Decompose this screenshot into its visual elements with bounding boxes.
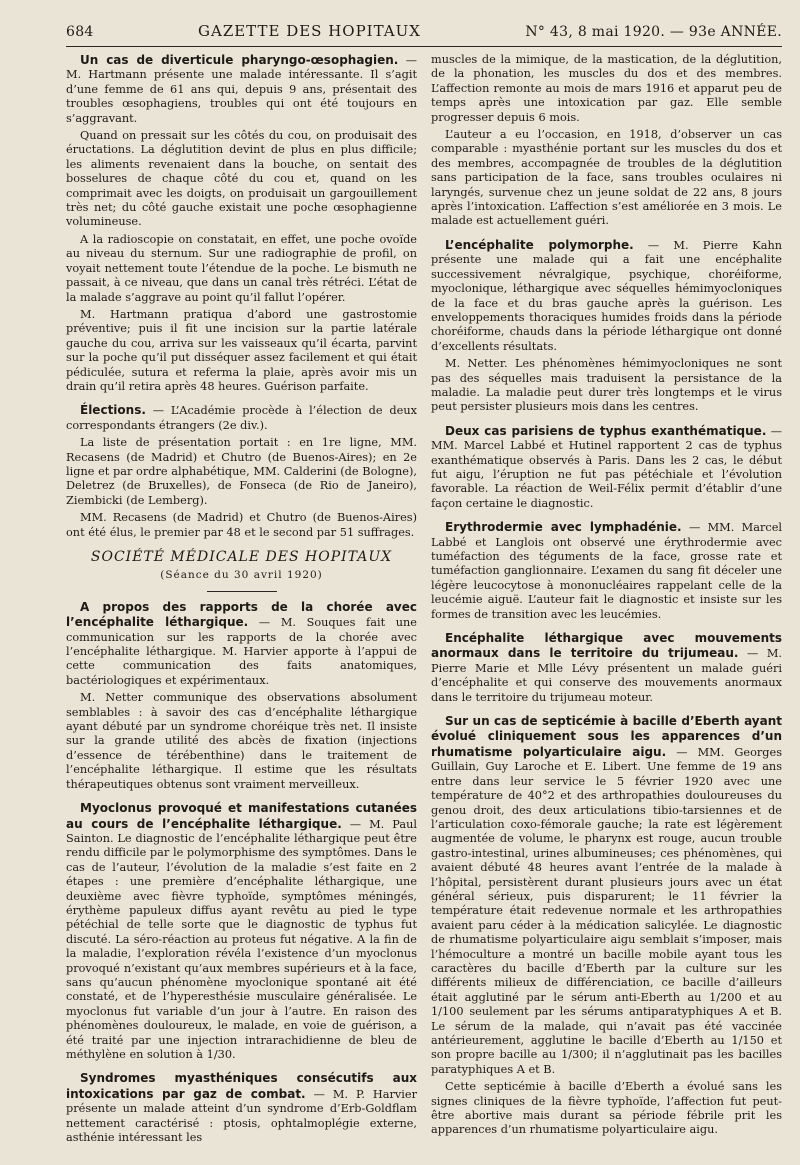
paragraph: La liste de présentation portait : en 1re ligne, MM. Recasens (de Madrid) et Chutro (de Buenos-Aires); en 2e ligne et par ordre alphabétique, MM. Calderini (de Bologne), Deletrez (de Bruxelles), de Fonseca (de Rio de Janeiro), Ziembicki (de Lemberg). <box>66 436 417 507</box>
paragraph: M. Netter. Les phénomènes hémimyocloniques ne sont pas des séquelles mais traduisent la persistance de la maladie. La maladie peut durer très longtemps et le virus peut persister plusieurs mois dans les centres. <box>431 357 782 414</box>
page-number: 684 <box>66 24 94 40</box>
journal-title: GAZETTE DES HOPITAUX <box>198 22 421 40</box>
paragraph: M. Netter communique des observations absolument semblables : à savoir des cas d’encéphalite léthargique ayant débuté par un syndrome choréique très net. Il insiste sur la grande utilité des abcès de fixation (injections d’essence de térébenthine) dans le traitement de l’encéphalite léthargique. Il estime que les résultats thérapeutiques obtenus sont vraiment merveilleux. <box>66 691 417 791</box>
header-rule <box>66 46 782 47</box>
article-title: L’encéphalite polymorphe. <box>445 237 634 252</box>
article-myoclonus: Myoclonus provoqué et manifestations cutanées au cours de l’encéphalite léthargique. — M. Paul Sainton. Le diagnostic de l’encéphalite léthargique peut être rendu difficile par le polymorphisme des symptômes. Dans le cas de l’auteur, l’évolution de la maladie s’est faite en 2 étapes : une première d’encéphalite léthargique, une deuxième avec fièvre typhoïde, symptômes méningés, érythème papuleux diffus ayant revêtu au pied le type pétéchial de telle sorte que le diagnostic de typhus fut discuté. La séro-réaction au proteus fut négative. A la fin de la maladie, l’exploration révéla l’existence d’un myoclonus provoqué n’existant qu’aux membres supérieurs et à la face, sans qu’aucun phénomène myoclonique spontané ait été constaté, et de l’hyperesthésie musculaire généralisée. Le myoclonus fut variable d’un jour à l’autre. En raison des phénomènes douloureux, le malade, en voie de guérison, a été traité par une injection intrarachidienne de bleu de méthylène en solution à 1/30. <box>66 801 417 1061</box>
article-title: A propos des rapports de la chorée avec l’encéphalite léthargique. <box>66 599 417 630</box>
paragraph: M. Hartmann pratiqua d’abord une gastrostomie préventive; puis il fit une incision sur la partie latérale gauche du cou, arriva sur les vaisseaux qu’il écarta, parvint sur la poche qu’il put disséquer assez facilement et qui était pédiculée, sutura et referma la plaie, après avoir mis un drain qu’il retira après 48 heures. Guérison parfaite. <box>66 307 417 393</box>
page-header <box>66 22 782 40</box>
article-elections: Élections. — L’Académie procède à l’élection de deux correspondants étrangers (2e div.). <box>66 403 417 432</box>
paragraph: muscles de la mimique, de la mastication, de la déglutition, de la phonation, les muscles du dos et des membres. L’affection remonte au mois de mars 1916 et apparut peu de temps après une intoxication par gaz. Elle semble progresser depuis 6 mois. <box>431 53 782 124</box>
paragraph: A la radioscopie on constatait, en effet, une poche ovoïde au niveau du sternum. Sur une radiographie de profil, on voyait nettement toute l’étendue de la poche. Le bismuth ne passait, à ce niveau, que dans un canal très rétréci. L’état de la malade s’aggrave au point qu’il fallut l’opérer. <box>66 232 417 304</box>
session-date: (Séance du 30 avril 1920) <box>160 569 323 582</box>
paragraph: Quand on pressait sur les côtés du cou, on produisait des éructations. La déglutition devint de plus en plus difficile; les aliments revenaient dans la bouche, on sentait des bosselures de chaque côté du cou et, quand on les comprimait avec les doigts, on produisait un gargouillement très net; du côté gauche existait une poche œsophagienne volumineuse. <box>66 129 417 229</box>
article-title: Sur un cas de septicémie à bacille d’Eberth ayant évolué cliniquement sous les apparences d’un rhumatisme polyarticulaire aigu. <box>431 714 782 759</box>
article-encephalite-polymorphe: L’encéphalite polymorphe. — M. Pierre Kahn présente une malade qui a fait une encéphalite successivement névralgique, psychique, choréiforme, myoclonique, léthargique avec séquelles hémimyocloniques de la face et du bras gauche après la guérison. Les enveloppements thoraciques humides froids dans la période choréiforme, chauds dans la période léthargique ont donné d’excellents résultats. <box>431 237 783 353</box>
section-rule <box>207 591 277 592</box>
issue-info: N° 43, 8 mai 1920. — 93e ANNÉE. <box>525 24 782 40</box>
paragraph: MM. Recasens (de Madrid) et Chutro (de Buenos-Aires) ont été élus, le premier par 48 et le second par 51 suffrages. <box>66 511 417 539</box>
article-myasthenie: Syndromes myasthéniques consécutifs aux intoxications par gaz de combat. — M. P. Harvier présente un malade atteint d’un syndrome d’Erb-Goldflam nettement caractérisé : ptosis, ophtalmoplégie externe, asthénie intéressant les <box>66 1071 417 1145</box>
article-title: Deux cas parisiens de typhus exanthématique. <box>445 423 767 438</box>
article-diverticule: Un cas de diverticule pharyngo-œsophagien. — M. Hartmann présente une malade intéressante. Il s’agit d’une femme de 61 ans qui, depuis 9 ans, présentait des troubles œsophagiens, troubles qui ont été toujours en s’aggravant. <box>66 53 417 125</box>
article-trijumeau: Encéphalite léthargique avec mouvements anormaux dans le territoire du trijumeau. — M. Pierre Marie et Mlle Lévy présentent un malade guéri d’encéphalite et qui conserve des mouvements anormaux dans le territoire du trijumeau moteur. <box>431 631 782 704</box>
article-choree: A propos des rapports de la chorée avec l’encéphalite léthargique. — M. Souques fait une communication sur les rapports de la chorée avec l’encéphalite léthargique. M. Harvier apporte à l’appui de cette communication des faits anatomiques, bactériologiques et expérimentaux. <box>66 599 417 687</box>
article-title: Un cas de diverticule pharyngo-œsophagien. <box>80 53 399 67</box>
paragraph: L’auteur a eu l’occasion, en 1918, d’observer un cas comparable : myasthénie portant sur les muscles du dos et des membres, accompagnée de troubles de la déglutition sans participation de la face, sans troubles oculaires ni laryngés, survenue chez un jeune soldat de 22 ans, 8 jours après l’intoxication. L’affection s’est améliorée en 3 mois. Le malade est actuellement guéri. <box>431 128 782 228</box>
article-septicemie: Sur un cas de septicémie à bacille d’Eberth ayant évolué cliniquement sous les apparences d’un rhumatisme polyarticulaire aigu. — MM. Georges Guillain, Guy Laroche et E. Libert. Une femme de 19 ans entre dans leur service le 5 février 1920 avec une température de 40°2 et des arthropathies douloureuses du genou droit, des deux articulations tibio-tarsiennes et de l’articulation coxo-fémorale gauche; la rate est légèrement augmentée de volume, le pharynx est rouge, aucun trouble gastro-intestinal, urines albumineuses; ces phénomènes, qui avaient débuté 48 heures avant l’entrée de la malade à l’hôpital, persistèrent durant plusieurs jours avec un état général sérieux, puis disparurent; le 11 février la température était redevenue normale et les arthropathies avaient paru céder à la médication salicylée. Le diagnostic de rhumatisme polyarticulaire aigu semblait s’imposer, mais l’hémoculture a montré un bacille mobile ayant tous les caractères du bacille d’Eberth par la culture sur les différents milieux de différenciation, ce bacille d’ailleurs était agglutiné par le sérum anti-Eberth au 1/200 et au 1/100 seulement par les sérums antiparatyphiques A et B. Le sérum de la malade, qui n’avait pas été vaccinée antérieurement, agglutine le bacille d’Eberth au 1/150 et son propre bacille au 1/300; il n’agglutinait pas les bacilles paratyphiques A et B. <box>431 714 783 1076</box>
article-title: Encéphalite léthargique avec mouvements anormaux dans le territoire du trijumeau. <box>431 631 782 661</box>
article-erythrodermie: Erythrodermie avec lymphadénie. — MM. Marcel Labbé et Langlois ont observé une érythrodermie avec tuméfaction des téguments de la face, grosse rate et tuméfaction ganglionnaire. L’examen du sang fit déceler une légère leucocytose à mononucléaires rappelant celle de la leucémie aiguë. L’auteur fait le diagnostic et insiste sur les formes de transition avec les leucémies. <box>431 520 783 621</box>
article-title: Syndromes myasthéniques consécutifs aux intoxications par gaz de combat. <box>66 1071 417 1101</box>
article-title: Myoclonus provoqué et manifestations cutanées au cours de l’encéphalite léthargique. <box>66 801 417 831</box>
paragraph: Cette septicémie à bacille d’Eberth a évolué sans les signes cliniques de la fièvre typhoïde, l’affection fut peut-être abortive mais durant sa période fébrile prit les apparences d’un rhumatisme polyarticulaire aigu. <box>431 1080 782 1137</box>
left-column <box>66 53 417 1148</box>
article-typhus: Deux cas parisiens de typhus exanthématique. — MM. Marcel Labbé et Hutinel rapportent 2 cas de typhus exanthématique observés à Paris. Dans les 2 cas, le début fut aigu, l’éruption ne fut pas pétéchiale et l’évolution favorable. La réaction de Weil-Félix permit d’établir d’une façon certaine le diagnostic. <box>431 423 783 510</box>
article-title: Élections. <box>80 403 146 418</box>
article-title: Erythrodermie avec lymphadénie. <box>445 520 682 535</box>
right-column <box>431 53 782 1148</box>
columns <box>66 53 782 1148</box>
society-heading: SOCIÉTÉ MÉDICALE DES HOPITAUX <box>90 549 393 565</box>
